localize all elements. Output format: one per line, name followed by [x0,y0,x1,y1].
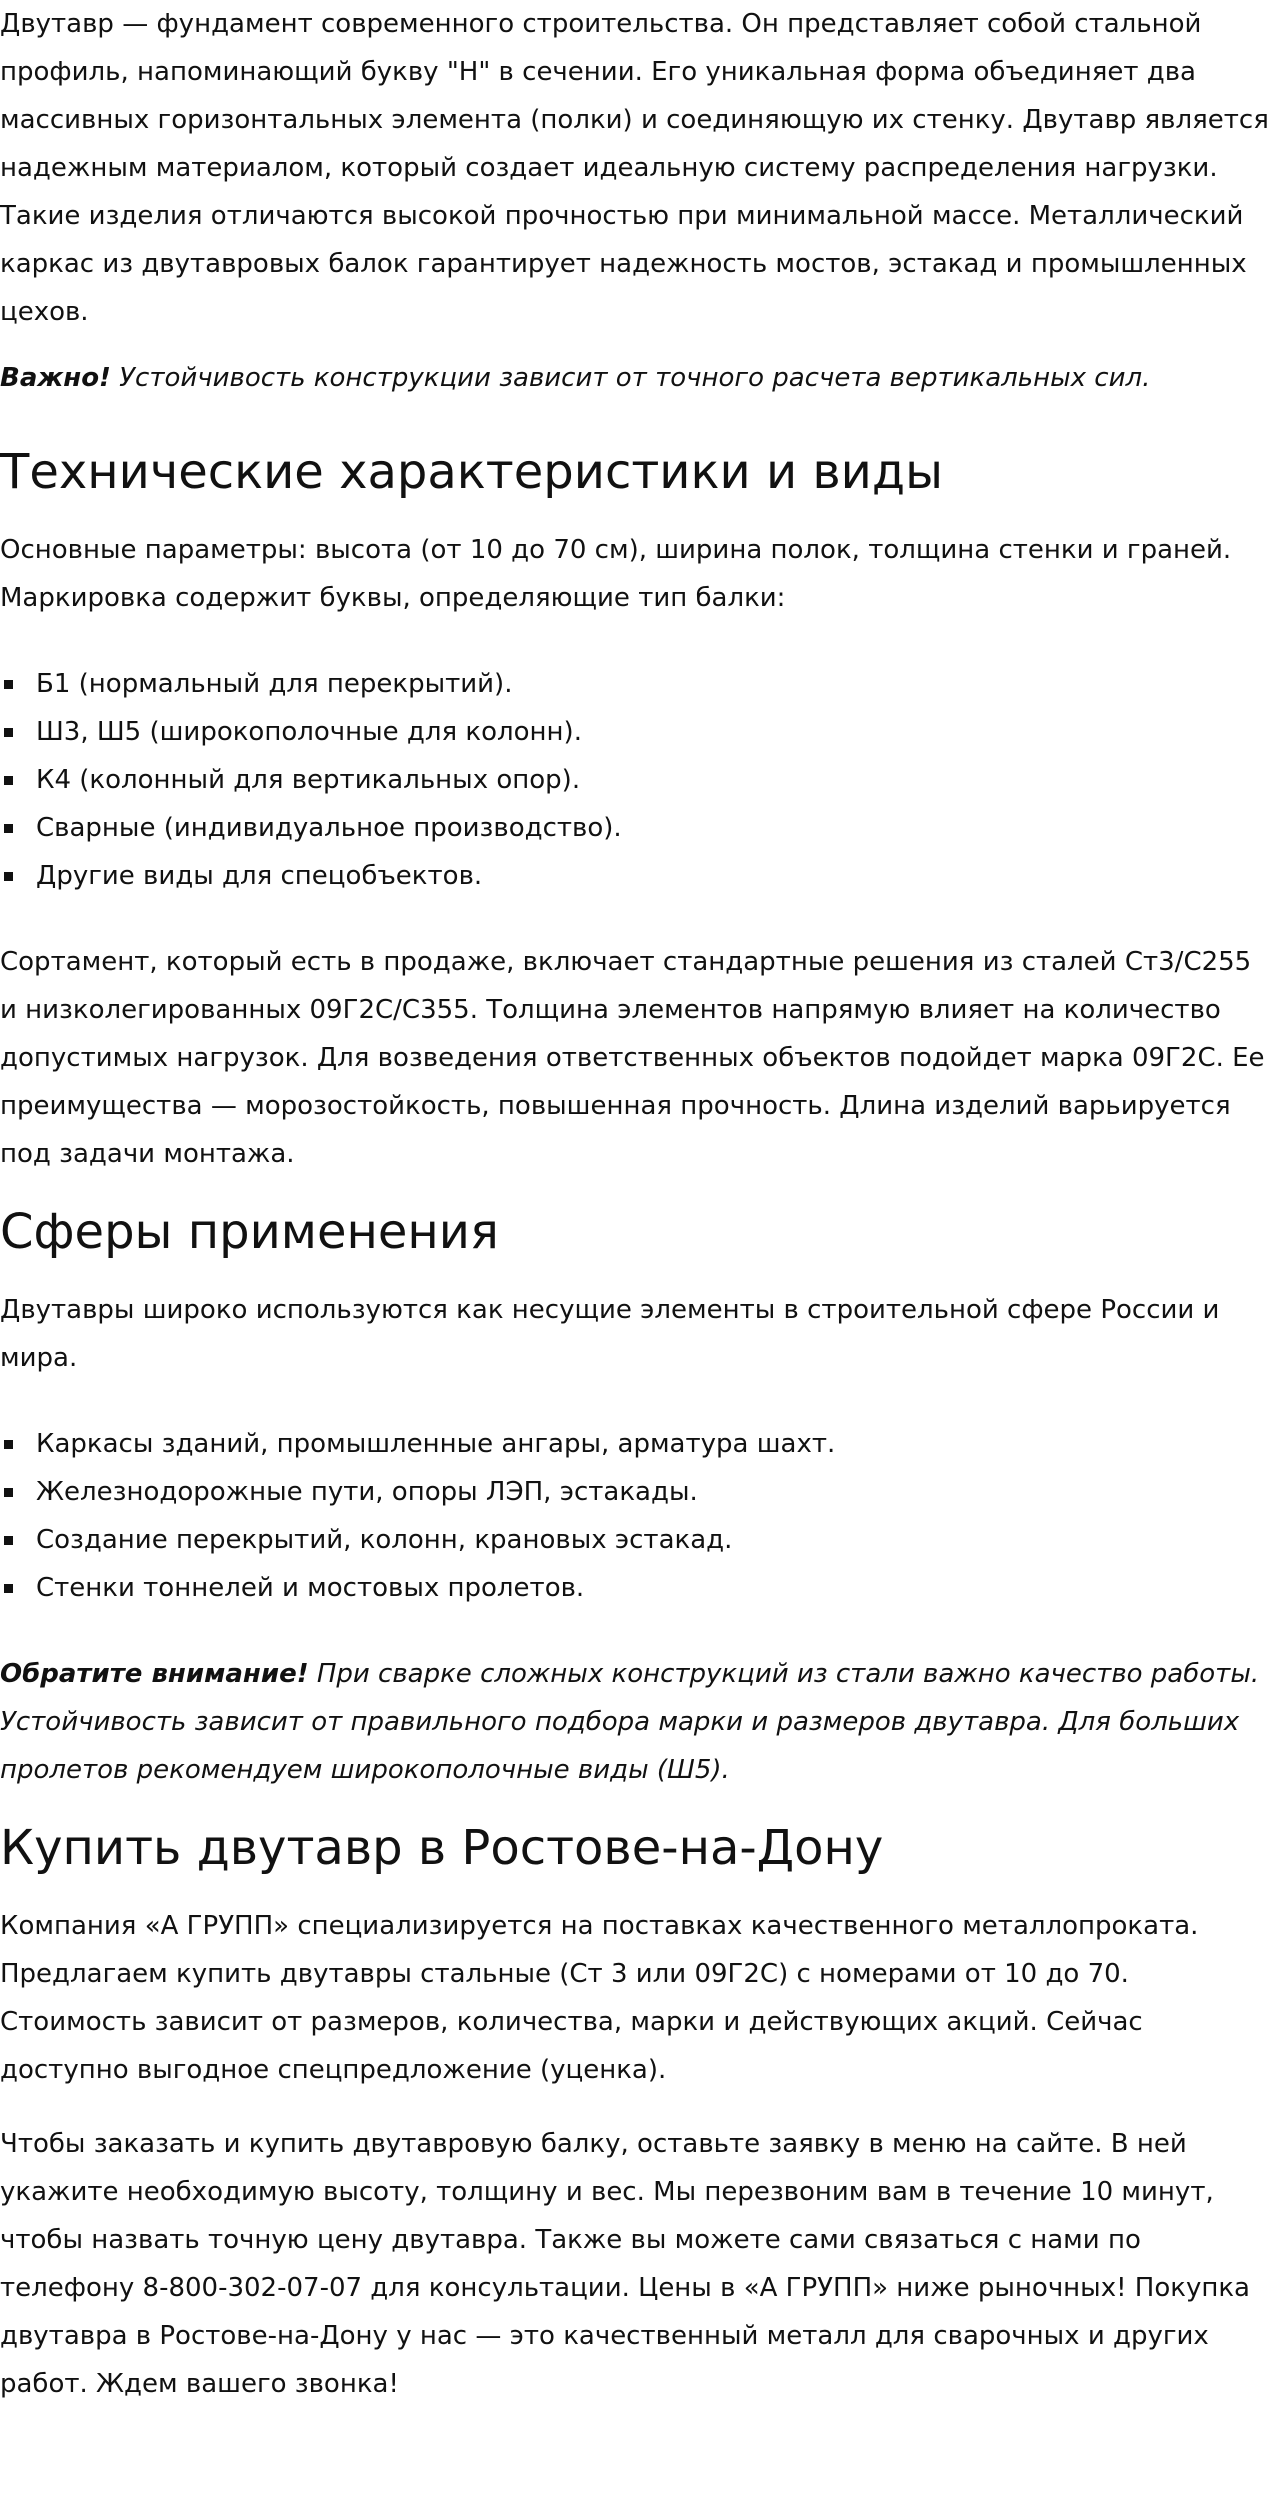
attention-note [0,1650,1270,1794]
buy-heading: Купить двутавр в Ростове-на-Дону [0,1820,884,1876]
attention-label: Обратите внимание! [0,1659,309,1689]
list-item: Каркасы зданий, промышленные ангары, арматура шахт. [0,1420,1270,1468]
applications-heading: Сферы применения [0,1204,499,1260]
list-item: Железнодорожные пути, опоры ЛЭП, эстакады. [0,1468,1270,1516]
list-item: К4 (колонный для вертикальных опор). [0,756,1270,804]
applications-paragraph-1: Двутавры широко используются как несущие элементы в строительной сфере России и мира. [0,1295,1220,1373]
applications-list [0,1420,1270,1612]
square-bullet-icon [4,1584,13,1593]
buy-paragraph-1: Компания «А ГРУПП» специализируется на поставках качественного металлопроката. Предлагаем купить двутавры стальные (Ст 3 или 09Г2С) с номерами от 10 до 70. Стоимость зависит от размеров, количества, марки и действующих акций. Сейчас доступно выгодное спецпредложение (уценка). [0,1911,1199,2085]
square-bullet-icon [4,728,13,737]
list-item: Создание перекрытий, колонн, крановых эстакад. [0,1516,1270,1564]
important-note [0,354,1270,402]
tech-paragraph-2: Сортамент, который есть в продаже, включает стандартные решения из сталей Ст3/С255 и низколегированных 09Г2С/С355. Толщина элементов напрямую влияет на количество допустимых нагрузок. Для возведения ответственных объектов подойдет марка 09Г2С. Ее преимущества — морозостойкость, повышенная прочность. Длина изделий варьируется под задачи монтажа. [0,947,1265,1169]
important-label: Важно! [0,363,111,393]
square-bullet-icon [4,1440,13,1449]
list-item: Б1 (нормальный для перекрытий). [0,660,1270,708]
square-bullet-icon [4,1536,13,1545]
list-item: Сварные (индивидуальное производство). [0,804,1270,852]
list-item: Стенки тоннелей и мостовых пролетов. [0,1564,1270,1612]
buy-paragraph-2: Чтобы заказать и купить двутавровую балку, оставьте заявку в меню на сайте. В ней укажите необходимую высоту, толщину и вес. Мы перезвоним вам в течение 10 минут, чтобы назвать точную цену двутавра. Также вы можете сами связаться с нами по телефону 8-800-302-07-07 для консультации. Цены в «А ГРУПП» ниже рыночных! Покупка двутавра в Ростове-на-Дону у нас — это качественный металл для сварочных и других работ. Ждем вашего звонка! [0,2129,1250,2399]
square-bullet-icon [4,680,13,689]
attention-text: При сварке сложных конструкций из стали важно качество работы. Устойчивость зависит от правильного подбора марки и размеров двутавра. Для больших пролетов рекомендуем широкополочные виды (Ш5). [0,1659,1260,1785]
square-bullet-icon [4,824,13,833]
beam-types-list [0,660,1270,900]
list-item: Другие виды для спецобъектов. [0,852,1270,900]
square-bullet-icon [4,776,13,785]
square-bullet-icon [4,872,13,881]
intro-paragraph: Двутавр — фундамент современного строительства. Он представляет собой стальной профиль, напоминающий букву "Н" в сечении. Его уникальная форма объединяет два массивных горизонтальных элемента (полки) и соединяющую их стенку. Двутавр является надежным материалом, который создает идеальную систему распределения нагрузки. Такие изделия отличаются высокой прочностью при минимальной массе. Металлический каркас из двутавровых балок гарантирует надежность мостов, эстакад и промышленных цехов. [0,9,1269,327]
tech-paragraph-1: Основные параметры: высота (от 10 до 70 см), ширина полок, толщина стенки и граней. Маркировка содержит буквы, определяющие тип балки: [0,535,1232,613]
important-text: Устойчивость конструкции зависит от точного расчета вертикальных сил. [110,363,1151,393]
list-item: Ш3, Ш5 (широкополочные для колонн). [0,708,1270,756]
square-bullet-icon [4,1488,13,1497]
tech-heading: Технические характеристики и виды [0,444,943,500]
